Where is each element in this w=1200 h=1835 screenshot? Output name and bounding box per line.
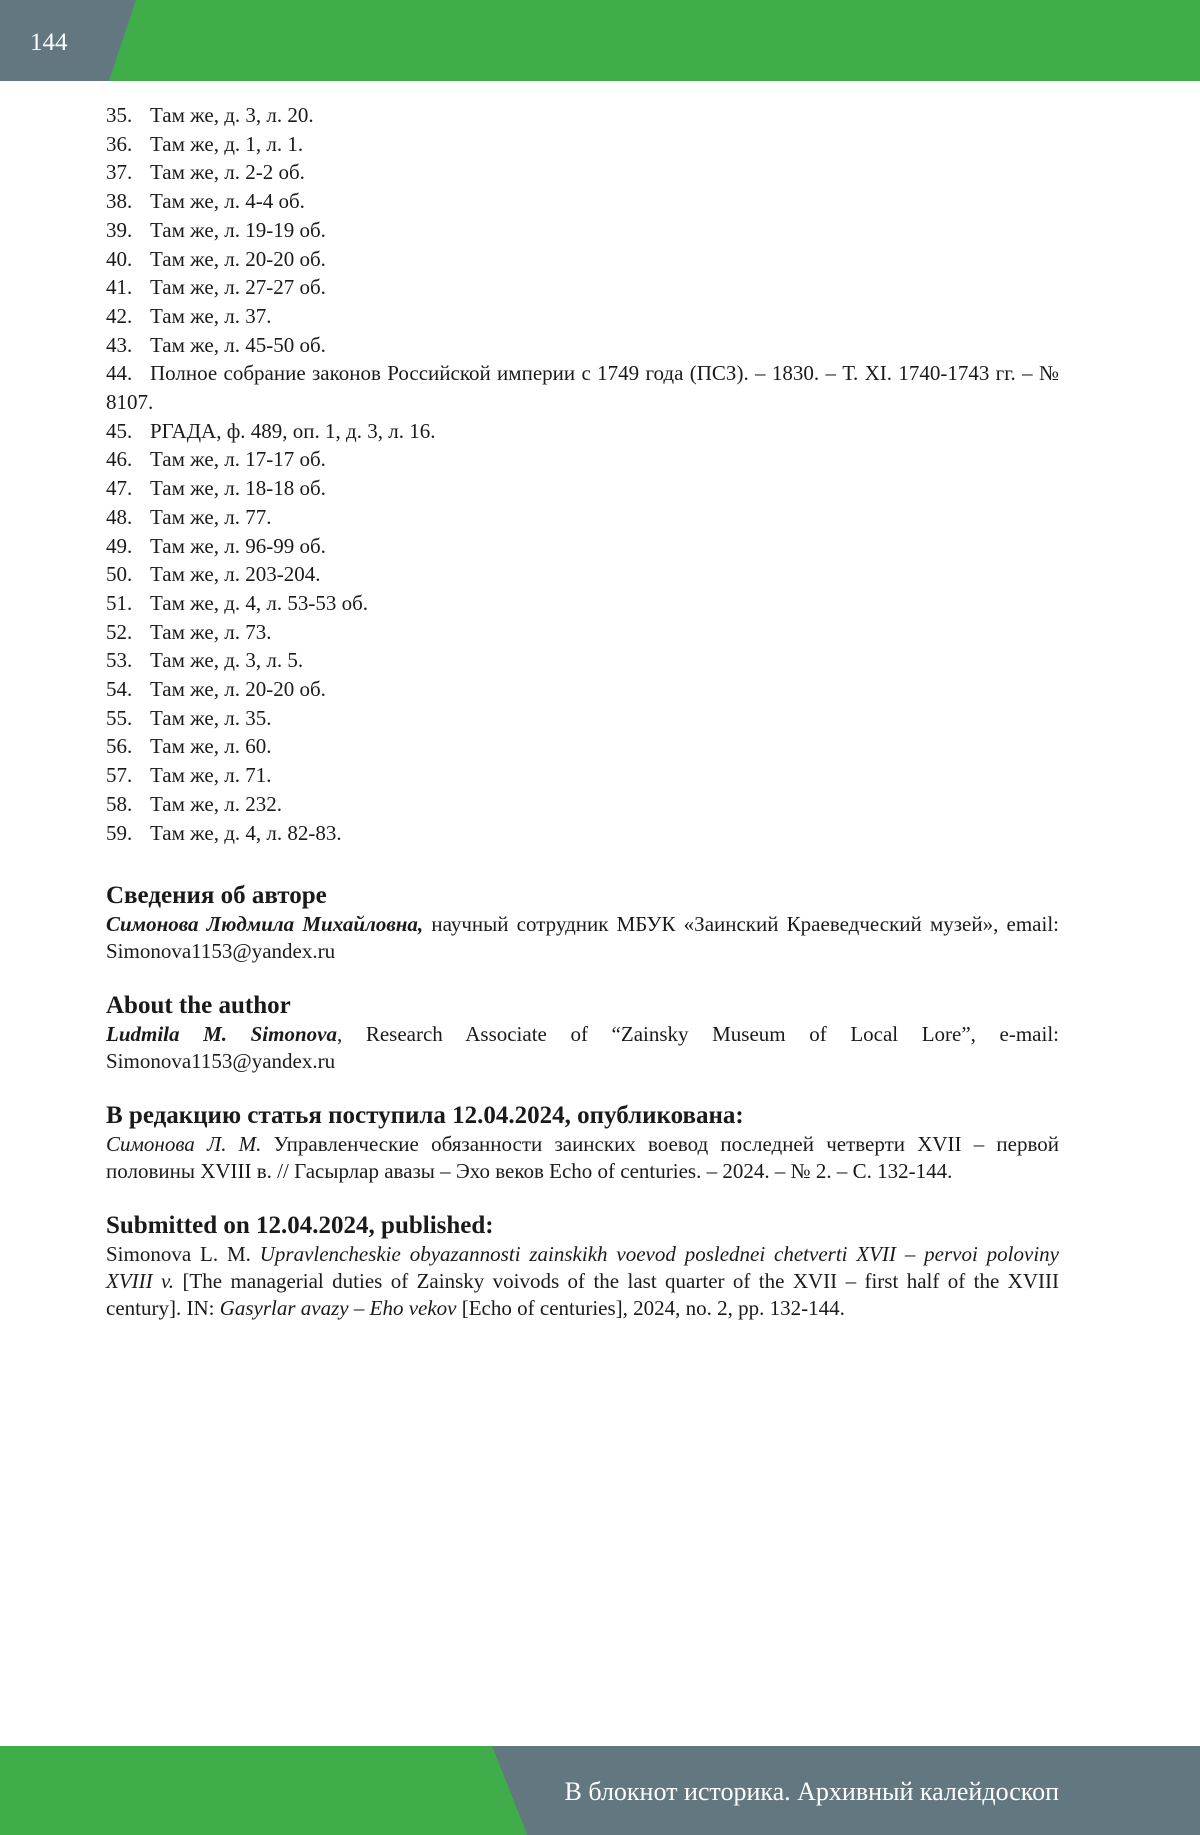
endnote-number: 35. xyxy=(106,103,133,127)
endnote-text: Там же, л. 20-20 об. xyxy=(150,246,326,271)
endnote-item xyxy=(106,532,1059,561)
endnote-item xyxy=(106,417,1059,446)
citation-journal: Gasyrlar avazy – Eho vekov xyxy=(219,1296,457,1321)
citation-author: Симонова Л. М. xyxy=(106,1132,262,1157)
submitted-ru xyxy=(106,1101,1059,1185)
endnote-number: 52. xyxy=(106,619,133,644)
endnote-number: 53. xyxy=(106,648,133,673)
endnote-item xyxy=(106,761,1059,790)
endnote-text: Там же, л. 37. xyxy=(150,303,272,328)
author-details: , Research Associate of “Zainsky Museum of Local Lore”, e-mail: xyxy=(336,1022,1060,1047)
endnote-number: 51. xyxy=(106,590,133,615)
citation-text: Управленческие обязанности заинских воевод последней четверти XVII – первой половины XVIII в. // Гасырлар авазы – Эхо веков Echo of centuries. – 2024. – № 2. – С. 132-144. xyxy=(106,1132,1059,1184)
endnote-number: 48. xyxy=(106,504,133,529)
endnotes-list xyxy=(106,101,1059,847)
endnote-number: 55. xyxy=(106,705,133,730)
endnote-text: РГАДА, ф. 489, оп. 1, д. 3, л. 16. xyxy=(150,418,436,443)
endnote-text: Полное собрание законов Российской империи с 1749 года (ПСЗ). – 1830. – Т. XI. 1740-1743 гг. – № 8107. xyxy=(106,361,1059,415)
endnote-text: Там же, д. 4, л. 82-83. xyxy=(150,820,342,845)
author-info-ru xyxy=(106,881,1059,965)
endnote-item xyxy=(106,790,1059,819)
author-name: Ludmila M. Simonova xyxy=(106,1022,337,1047)
citation-tail: [Echo of centuries], 2024, no. 2, pp. 132-144. xyxy=(456,1296,845,1321)
endnote-item xyxy=(106,819,1059,848)
endnote-text: Там же, л. 96-99 об. xyxy=(150,533,326,558)
endnote-item xyxy=(106,216,1059,245)
endnote-number: 41. xyxy=(106,275,133,300)
endnote-item xyxy=(106,302,1059,331)
endnote-text: Там же, л. 27-27 об. xyxy=(150,275,326,300)
citation-translation: [The managerial duties of Zainsky voivods of the last quarter of the XVII – first half of the XVIII century]. IN: xyxy=(106,1269,1059,1321)
endnote-item xyxy=(106,675,1059,704)
endnote-number: 56. xyxy=(106,734,133,759)
endnote-item xyxy=(106,704,1059,733)
endnote-item xyxy=(106,359,1059,416)
endnote-text: Там же, л. 35. xyxy=(150,705,272,730)
citation xyxy=(106,1241,1059,1322)
endnote-text: Там же, л. 2-2 об. xyxy=(150,160,305,185)
section-body xyxy=(106,911,1059,965)
endnote-text: Там же, л. 77. xyxy=(150,504,272,529)
endnote-text: Там же, л. 20-20 об. xyxy=(150,677,326,702)
author-details: научный сотрудник МБУК «Заинский Краеведческий музей», email: xyxy=(423,912,1059,937)
citation-author: Simonova L. M. xyxy=(106,1242,260,1267)
endnote-text: Там же, д. 3, л. 20. xyxy=(150,103,314,127)
endnote-item xyxy=(106,646,1059,675)
endnote-text: Там же, л. 60. xyxy=(150,734,272,759)
endnote-number: 57. xyxy=(106,763,133,788)
author-name: Симонова Людмила Михайловна, xyxy=(106,912,424,937)
endnote-item xyxy=(106,101,1059,130)
endnote-item xyxy=(106,130,1059,159)
endnote-number: 47. xyxy=(106,476,133,501)
endnote-item xyxy=(106,618,1059,647)
running-title: В блокнот историка. Архивный калейдоскоп xyxy=(564,1777,1059,1806)
citation-title: Upravlencheskie obyazannosti zainskikh voevod poslednei chetverti XVII – pervoi poloviny XVIII v. xyxy=(106,1242,1059,1294)
endnote-number: 44. xyxy=(106,361,133,386)
endnote-number: 39. xyxy=(106,217,133,242)
endnote-item xyxy=(106,273,1059,302)
section-title: Сведения об авторе xyxy=(106,882,327,910)
endnote-item xyxy=(106,445,1059,474)
endnote-number: 42. xyxy=(106,303,133,328)
endnote-number: 37. xyxy=(106,160,133,185)
endnote-text: Там же, д. 4, л. 53-53 об. xyxy=(150,590,369,615)
endnote-text: Там же, д. 3, л. 5. xyxy=(150,648,304,673)
citation xyxy=(106,1131,1059,1185)
endnote-number: 45. xyxy=(106,418,133,443)
endnote-number: 54. xyxy=(106,677,133,702)
endnote-item xyxy=(106,331,1059,360)
endnote-number: 59. xyxy=(106,820,133,845)
page-content xyxy=(106,101,1059,1322)
endnote-number: 49. xyxy=(106,533,133,558)
section-title: В редакцию статья поступила 12.04.2024, опубликована: xyxy=(106,1102,744,1130)
endnote-number: 58. xyxy=(106,791,133,816)
endnote-text: Там же, л. 19-19 об. xyxy=(150,217,326,242)
endnote-text: Там же, л. 232. xyxy=(150,791,282,816)
endnote-text: Там же, д. 1, л. 1. xyxy=(150,131,304,156)
endnote-number: 43. xyxy=(106,332,133,357)
endnote-item xyxy=(106,560,1059,589)
section-title: About the author xyxy=(106,992,291,1020)
submitted-en xyxy=(106,1211,1059,1322)
header-bar xyxy=(0,0,1200,81)
endnote-number: 50. xyxy=(106,562,133,587)
author-info-en xyxy=(106,991,1059,1075)
endnote-number: 46. xyxy=(106,447,133,472)
endnote-text: Там же, л. 73. xyxy=(150,619,272,644)
endnote-number: 40. xyxy=(106,246,133,271)
endnote-item xyxy=(106,503,1059,532)
endnote-number: 38. xyxy=(106,189,133,214)
email-link[interactable]: Simonova1153@yandex.ru xyxy=(106,939,336,964)
endnote-text: Там же, л. 4-4 об. xyxy=(150,189,305,214)
section-title: Submitted on 12.04.2024, published: xyxy=(106,1212,494,1240)
endnote-item xyxy=(106,474,1059,503)
endnote-text: Там же, л. 18-18 об. xyxy=(150,476,326,501)
endnote-text: Там же, л. 203-204. xyxy=(150,562,321,587)
endnote-text: Там же, л. 45-50 об. xyxy=(150,332,326,357)
endnote-item xyxy=(106,187,1059,216)
endnote-number: 36. xyxy=(106,131,133,156)
email-link[interactable]: Simonova1153@yandex.ru xyxy=(106,1049,336,1074)
endnote-item xyxy=(106,158,1059,187)
endnote-text: Там же, л. 17-17 об. xyxy=(150,447,326,472)
section-body xyxy=(106,1021,1059,1075)
endnote-item xyxy=(106,732,1059,761)
endnote-item xyxy=(106,589,1059,618)
endnote-item xyxy=(106,245,1059,274)
page-number: 144 xyxy=(30,29,68,56)
endnote-text: Там же, л. 71. xyxy=(150,763,272,788)
